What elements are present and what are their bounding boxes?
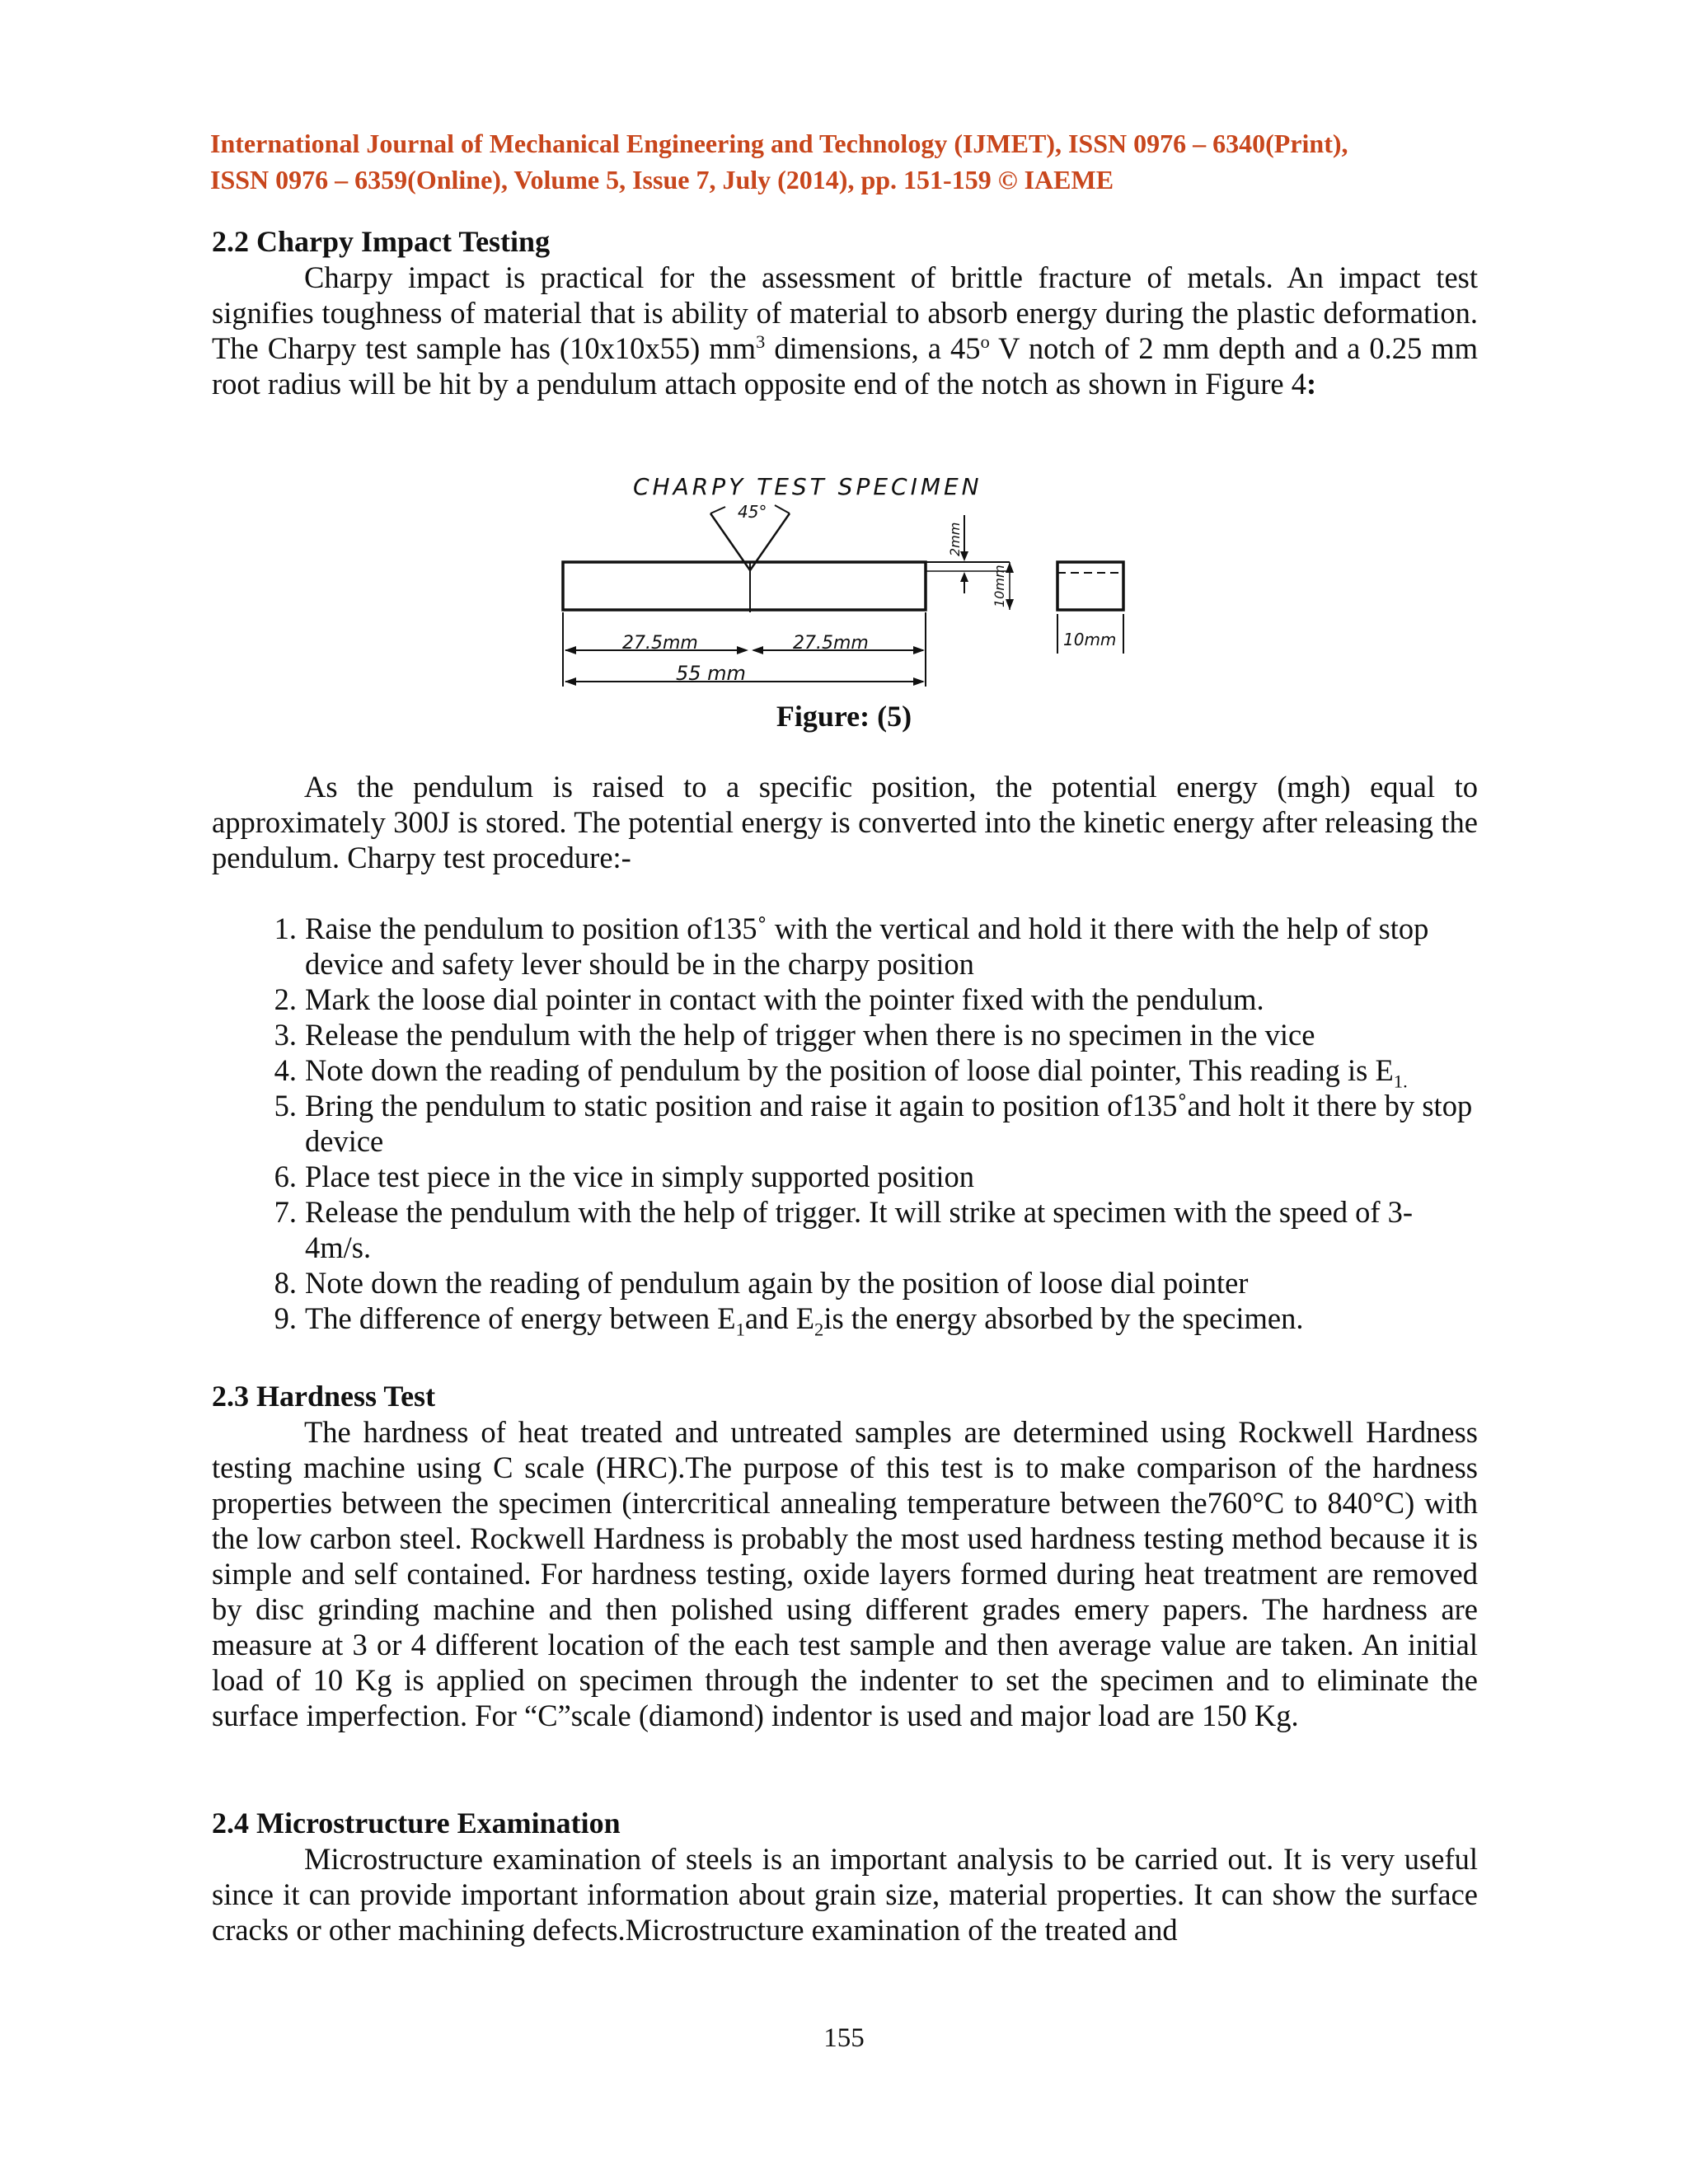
charpy-procedure-list [212,911,1478,1340]
procedure-step: 2. Mark the loose dial pointer in contact with the pointer fixed with the pendulum. [274,982,1264,1016]
procedure-step: 7. Release the pendulum with the help of trigger. It will strike at specimen with the speed of 3-4m/s. [274,1195,1414,1264]
charpy-specimen-figure [552,466,1146,705]
procedure-step: 3. Release the pendulum with the help of trigger when there is no specimen in the vice [274,1018,1315,1052]
procedure-step: 5. Bring the pendulum to static position and raise it again to position of135˚and holt it there by stop device [274,1089,1473,1158]
section-heading-2-4: 2.4 Microstructure Examination [212,1807,621,1840]
charpy-specimen-drawing [552,466,1146,705]
height-label: 10mm [992,565,1007,607]
width-label: 10mm [1063,630,1117,649]
microstructure-paragraph: Microstructure examination of steels is an important analysis to be carried out. It is very useful since it can provide important information about grain size, material properties. It can show the surface cracks or other machining defects.Microstructure examination of the treated and [212,1842,1478,1947]
page-number: 155 [823,2023,865,2053]
section-2-3 [212,1379,1478,1733]
procedure-step: 9. The difference of energy between $E_1and$ $E_2is$ the energy absorbed by the specimen. [274,1301,1304,1340]
procedure-step: 6. Place test piece in the vice in simply supported position [274,1160,974,1193]
figure-caption: Figure: (5) [776,700,912,733]
pendulum-paragraph: As the pendulum is raised to a specific position, the potential energy (mgh) equal to approximately 300J is stored. The potential energy is converted into the kinetic energy after releasing the pendulum. Charpy test procedure:- [212,770,1478,874]
figure-title: CHARPY TEST SPECIMEN [633,473,982,500]
angle-label: 45° [738,502,767,522]
procedure-step: 1. Raise the pendulum to position of135˚ with the vertical and hold it there with the help of stop device and safety lever should be in the charpy position [274,912,1429,981]
total-length-label: 55 mm [676,662,746,685]
half-length-left-label: 27.5mm [622,633,698,654]
procedure-step: 4. Note down the reading of pendulum by the position of loose dial pointer, This reading is $E_{1.}$ [274,1053,1408,1092]
procedure-step: 8. Note down the reading of pendulum again by the position of loose dial pointer [274,1266,1249,1300]
half-length-right-label: 27.5mm [793,633,869,654]
section-heading-2-2: 2.2 Charpy Impact Testing [212,225,551,258]
section-2-4 [212,1806,1478,1947]
journal-header-line-2: ISSN 0976 – 6359(Online), Volume 5, Issue 7, July (2014), pp. 151-159 © IAEME [210,165,1114,194]
hardness-paragraph: The hardness of heat treated and untreated samples are determined using Rockwell Hardness testing machine using C scale (HRC).The purpose of this test is to make comparison of the hardness properties between the specimen (intercritical annealing temperature between the760°C to 840°C) with the low carbon steel. Rockwell Hardness is probably the most used hardness testing method because it is simple and self contained. For hardness testing, oxide layers formed during heat treatment are removed by disc grinding machine and then polished using different grades emery papers. The hardness are measure at 3 or 4 different location of the each test sample and then average value are taken. An initial load of 10 Kg is applied on specimen through the indenter to set the specimen and to eliminate the surface imperfection. For “C”scale (diamond) indentor is used and major load are 150 Kg. [212,1415,1478,1732]
charpy-intro-paragraph: Charpy impact is practical for the assessment of brittle fracture of metals. An impact test signifies toughness of material that is ability of material to absorb energy during the plastic deformation. The Charpy test sample has (10x10x55) $mm^3$ dimensions, a 45$^o$ V notch of 2 mm depth and a 0.25 mm root radius will be hit by a pendulum attach opposite end of the notch as shown in Figure 4: [212,260,1479,401]
pendulum-paragraph-block [212,769,1478,875]
journal-header-line-1: International Journal of Mechanical Engineering and Technology (IJMET), ISSN 0976 – 6340(Print), [210,129,1348,158]
section-2-2 [212,224,1478,401]
journal-header [210,125,1479,198]
notch-depth-label: 2mm [947,522,963,556]
section-heading-2-3: 2.3 Hardness Test [212,1380,436,1413]
